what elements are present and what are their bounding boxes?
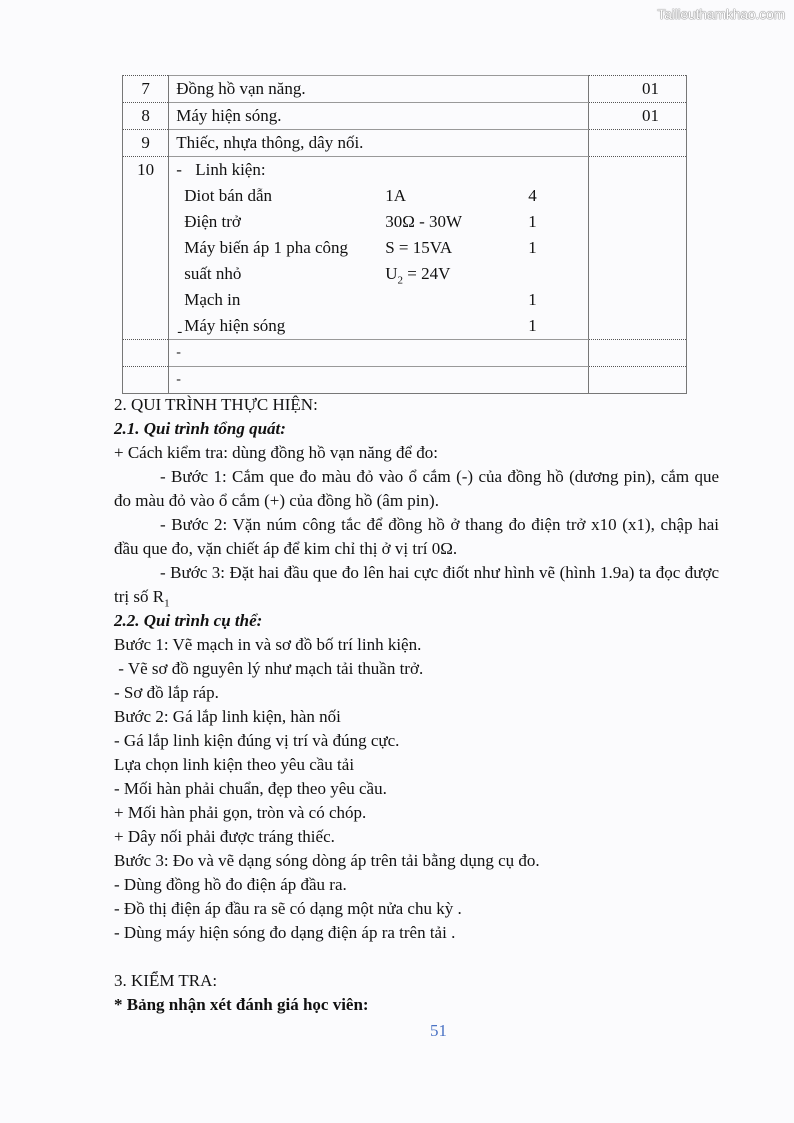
item-quantity [588,130,686,157]
procedure-line: - Sơ đồ lắp ráp. [114,683,219,702]
procedure-line: - Mối hàn phải chuẩn, đẹp theo yêu cầu. [114,779,387,798]
procedure-line: Lựa chọn linh kiện theo yêu cầu tải [114,755,355,774]
item-quantity: 01 [588,103,686,130]
procedure-line: Bước 2: Gá lắp linh kiện, hàn nối [114,707,341,726]
component-spec [385,287,528,313]
section-2-1-title: 2.1. Qui trình tổng quát: [114,419,286,438]
procedure-line: - Vẽ sơ đồ nguyên lý như mạch tải thuần trở. [114,659,424,678]
components-cell [169,157,588,340]
components-list [176,183,587,339]
component-name: - Máy hiện sóng [184,313,385,339]
procedure-line: - Gá lắp linh kiện đúng vị trí và đúng cực. [114,731,400,750]
component-name: Diot bán dẫn [184,186,273,205]
table-row [123,76,687,103]
item-quantity [588,157,686,340]
general-step-3 [114,561,719,609]
section-2-2-title: 2.2. Qui trình cụ thể: [114,611,263,630]
procedure-line: Bước 1: Vẽ mạch in và sơ đồ bố trí linh kiện. [114,635,422,654]
procedure-line: - Dùng máy hiện sóng đo dạng điện áp ra trên tải . [114,923,456,942]
row-number [123,340,169,367]
item-name: Máy hiện sóng. [169,103,588,130]
component-qty: 1 [528,238,537,257]
component-spec: S = 15VA [385,238,453,257]
row-number: 7 [123,76,169,103]
procedure-line: + Mối hàn phải gọn, tròn và có chóp. [114,803,367,822]
dash-marker: - [176,160,182,179]
spec-subscript: 2 [397,274,403,287]
component-qty: 4 [528,186,537,205]
item-name: - [169,340,588,367]
components-title: Linh kiện: [195,160,266,179]
row-number: 9 [123,130,169,157]
equipment-table [122,75,687,394]
check-method-intro: + Cách kiểm tra: dùng đồng hồ vạn năng để đo: [114,443,439,462]
component-qty: 1 [528,212,537,231]
item-name: Thiếc, nhựa thông, dây nối. [169,130,588,157]
components-heading [176,157,587,183]
general-step-1: - Bước 1: Cắm que đo màu đỏ vào ổ cắm (-) của đồng hồ (dương pin), cắm que đo màu đỏ vào ổ cắm (+) của đồng hồ (âm pin). [114,467,719,510]
table-row-empty [123,340,687,367]
step-3-subscript: 1 [164,597,170,610]
component-name: Máy biến áp 1 pha công [184,238,349,257]
table-row-empty [123,367,687,394]
section-3-subtitle: * Bảng nhận xét đánh giá học viên: [114,995,369,1014]
item-quantity [588,367,686,394]
watermark: Tailieuthamkhao.com [657,6,785,22]
row-number [123,367,169,394]
item-name: - [169,367,588,394]
general-step-2: - Bước 2: Vặn núm công tắc để đồng hồ ở thang đo điện trở x10 (x1), chập hai đầu que đo, vặn chiết áp để kim chỉ thị ở vị trí 0Ω. [114,515,719,558]
section-3-title: 3. KIỂM TRA: [114,971,218,990]
component-name: Điện trở [184,212,241,231]
document-body [114,393,719,1017]
row-number: 8 [123,103,169,130]
item-quantity [588,340,686,367]
component-spec [385,261,528,287]
component-qty: 1 [528,316,537,335]
section-2-title: 2. QUI TRÌNH THỰC HIỆN: [114,395,318,414]
procedure-line: + Dây nối phải được tráng thiếc. [114,827,335,846]
procedure-line: Bước 3: Đo và vẽ dạng sóng dòng áp trên tải bằng dụng cụ đo. [114,851,540,870]
table-row [123,103,687,130]
page-number: 51 [430,1021,447,1040]
step-3-text: - Bước 3: Đặt hai đầu que đo lên hai cực điốt như hình vẽ (hình 1.9a) ta đọc được trị số R [114,563,719,606]
item-quantity: 01 [588,76,686,103]
component-name: suất nhỏ [184,264,242,283]
procedure-line: - Dùng đồng hồ đo điện áp đầu ra. [114,875,347,894]
component-spec [385,313,528,339]
item-name: Đồng hồ vạn năng. [169,76,588,103]
component-qty: 1 [528,290,537,309]
spec-symbol: U [385,264,398,283]
component-qty [528,261,568,287]
table-row [123,130,687,157]
procedure-line: - Đồ thị điện áp đầu ra sẽ có dạng một nửa chu kỳ . [114,899,462,918]
spec-value: = 24V [403,264,451,283]
component-name: Mạch in [184,290,241,309]
component-spec: 1A [385,186,406,205]
table-row-components [123,157,687,340]
spacer [114,945,719,969]
component-spec: 30Ω - 30W [385,212,463,231]
row-number: 10 [123,157,169,340]
